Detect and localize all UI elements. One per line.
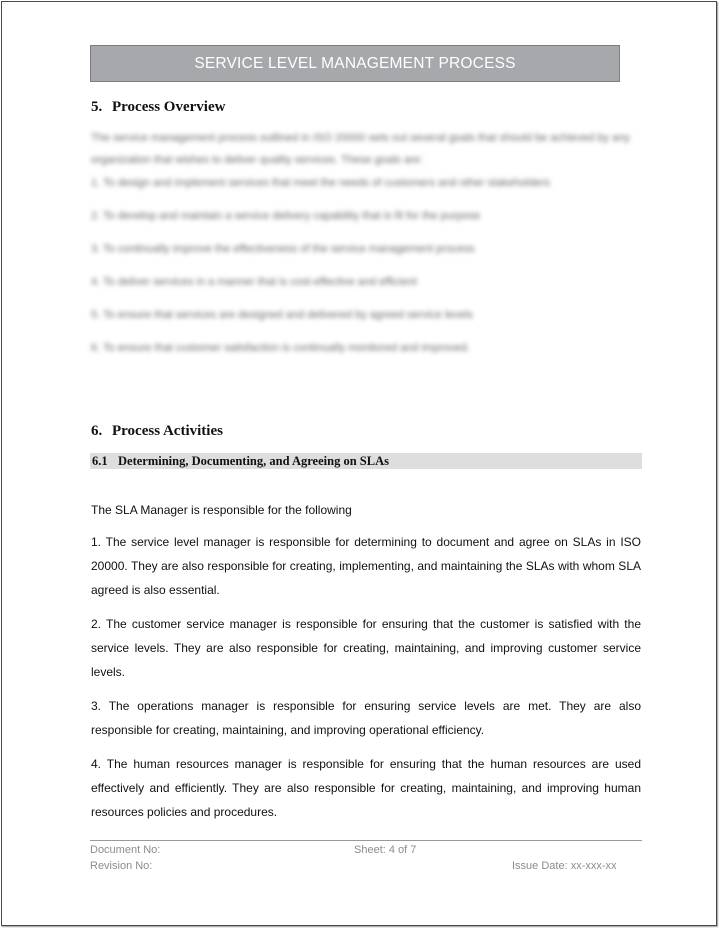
list-item: 2. The customer service manager is responsible for ensuring that the customer is satisfied with the service levels. They are also responsible for creating, maintaining, and improving customer service levels. [91,617,641,679]
list-item: 4. The human resources manager is responsible for ensuring that the human resources are used effectively and efficiently. They are also responsible for creating, maintaining, and improving human resources policies and procedures. [91,757,641,819]
responsibilities-list [91,530,641,834]
intro-paragraph [91,498,641,532]
section-6-title: Process Activities [112,423,223,439]
section-5-title: Process Overview [112,99,226,115]
intro-text: The SLA Manager is responsible for the following [91,503,352,517]
footer-document-no: Document No: [90,844,161,856]
document-title: SERVICE LEVEL MANAGEMENT PROCESS [194,54,516,72]
section-6-number: 6. [91,423,103,439]
blurred-line: 4. To deliver services in a manner that is cost-effective and efficient [91,276,417,288]
footer-issue-date: Issue Date: xx-xxx-xx [512,860,617,872]
section-5-number: 5. [91,99,103,115]
subsection-number: 6.1 [92,454,108,468]
blurred-line: 6. To ensure that customer satisfaction is continually monitored and improved. [91,342,470,354]
footer-sheet: Sheet: 4 of 7 [354,844,417,856]
subsection-6-1-heading [90,453,642,469]
footer-divider [90,840,642,841]
document-title-banner [90,45,620,82]
section-6-heading [91,423,223,440]
footer-revision-no: Revision No: [90,860,153,872]
blurred-overview-text [91,127,643,369]
list-item: 3. The operations manager is responsible for ensuring service levels are met. They are also responsible for creating, maintaining, and improving operational efficiency. [91,699,641,737]
blurred-line: 3. To continually improve the effectiveness of the service management process [91,243,475,255]
blurred-line: 2. To develop and maintain a service delivery capability that is fit for the purpose [91,210,481,222]
list-item: 1. The service level manager is responsible for determining to document and agree on SLAs in ISO 20000. They are also responsible for creating, implementing, and maintaining the SLAs with whom SLA agreed is also essential. [91,535,641,597]
blurred-line: 1. To design and implement services that meet the needs of customers and other stakeholders [91,177,550,189]
blurred-line: The service management process outlined in ISO 20000 sets out several goals that should be achieved by any organization that wishes to deliver quality services. These goals are: [91,132,630,166]
document-page [1,1,717,926]
subsection-title: Determining, Documenting, and Agreeing on SLAs [118,454,389,468]
blurred-line: 5. To ensure that services are designed and delivered by agreed service levels [91,309,473,321]
section-5-heading [91,99,225,116]
